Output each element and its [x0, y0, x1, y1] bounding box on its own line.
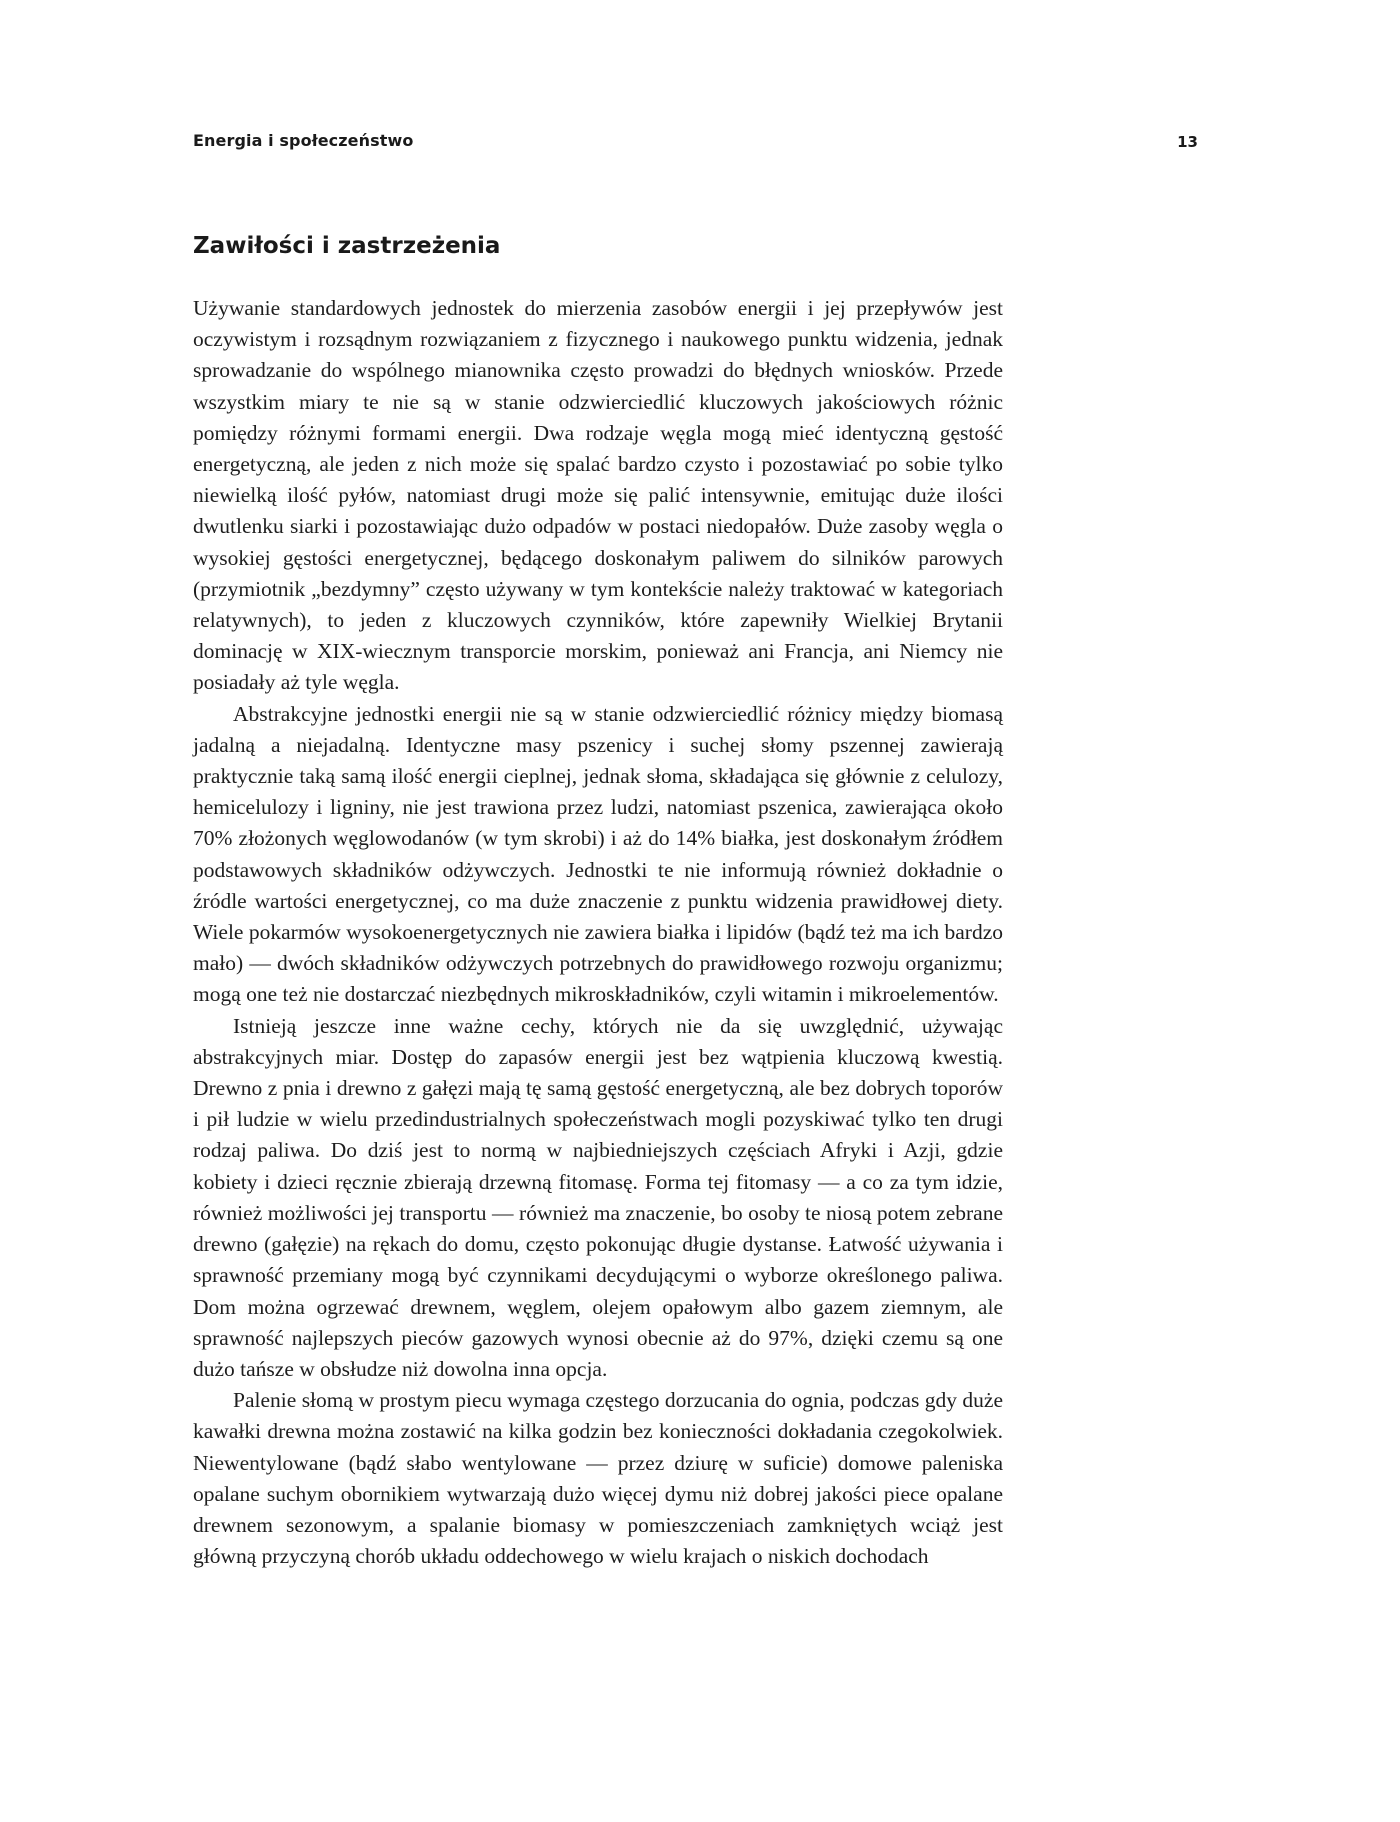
paragraph-3: Istnieją jeszcze inne ważne cechy, których nie da się uwzględnić, używając abstrakcyjnych miar. Dostęp do zapasów energii jest bez wątpienia kluczową kwestią. Drewno z pnia i drewno z gałęzi mają tę samą gęstość energetyczną, ale bez dobrych toporów i pił ludzie w wielu przedindustrialnych społeczeństwach mogli pozyskiwać tylko ten drugi rodzaj paliwa. Do dziś jest to normą w najbiedniejszych częściach Afryki i Azji, gdzie kobiety i dzieci ręcznie zbierają drzewną fitomasę. Forma tej fitomasy — a co za tym idzie, również możliwości jej transportu — również ma znaczenie, bo osoby te niosą potem zebrane drewno (gałęzie) na rękach do domu, często pokonując długie dystanse. Łatwość używania i sprawność przemiany mogą być czynnikami decydującymi o wyborze określonego paliwa. Dom można ogrzewać drewnem, węglem, olejem opałowym albo gazem ziemnym, ale sprawność najlepszych pieców gazowych wynosi obecnie aż do 97%, dzięki czemu są one dużo tańsze w obsłudze niż dowolna inna opcja. [193, 1013, 1003, 1381]
body-text [193, 293, 1003, 1572]
section-heading: Zawiłości i zastrzeżenia [193, 233, 501, 259]
paragraph-2: Abstrakcyjne jednostki energii nie są w stanie odzwierciedlić różnicy między biomasą jadalną a niejadalną. Identyczne masy pszenicy i suchej słomy pszennej zawierają praktycznie taką samą ilość energii cieplnej, jednak słoma, składająca się głównie z celulozy, hemicelulozy i ligniny, nie jest trawiona przez ludzi, natomiast pszenica, zawierająca około 70% złożonych węglowodanów (w tym skrobi) i aż do 14% białka, jest doskonałym źródłem podstawowych składników odżywczych. Jednostki te nie informują również dokładnie o źródle wartości energetycznej, co ma duże znaczenie z punktu widzenia prawidłowej diety. Wiele pokarmów wysokoenergetycznych nie zawiera białka i lipidów (bądź też ma ich bardzo mało) — dwóch składników odżywczych potrzebnych do prawidłowego rozwoju organizmu; mogą one też nie dostarczać niezbędnych mikroskładników, czyli witamin i mikroelementów. [193, 701, 1003, 1007]
paragraph-4: Palenie słomą w prostym piecu wymaga częstego dorzucania do ognia, podczas gdy duże kawałki drewna można zostawić na kilka godzin bez konieczności dokładania czegokolwiek. Niewentylowane (bądź słabo wentylowane — przez dziurę w suficie) domowe paleniska opalane suchym obornikiem wytwarzają dużo więcej dymu niż dobrej jakości piece opalane drewnem sezonowym, a spalanie biomasy w pomieszczeniach zamkniętych wciąż jest główną przyczyną chorób układu oddechowego w wielu krajach o niskich dochodach [193, 1388, 1003, 1569]
paragraph-1: Używanie standardowych jednostek do mierzenia zasobów energii i jej przepływów jest oczywistym i rozsądnym rozwiązaniem z fizycznego i naukowego punktu widzenia, jednak sprowadzanie do wspólnego mianownika często prowadzi do błędnych wniosków. Przede wszystkim miary te nie są w stanie odzwierciedlić kluczowych jakościowych różnic pomiędzy różnymi formami energii. Dwa rodzaje węgla mogą mieć identyczną gęstość energetyczną, ale jeden z nich może się spalać bardzo czysto i pozostawiać po sobie tylko niewielką ilość pyłów, natomiast drugi może się palić intensywnie, emitując duże ilości dwutlenku siarki i pozostawiając dużo odpadów w postaci niedopałów. Duże zasoby węgla o wysokiej gęstości energetycznej, będącego doskonałym paliwem do silników parowych (przymiotnik „bezdymny” często używany w tym kontekście należy traktować w kategoriach relatywnych), to jeden z kluczowych czynników, które zapewniły Wielkiej Brytanii dominację w XIX-wiecznym transporcie morskim, ponieważ ani Francja, ani Niemcy nie posiadały aż tyle węgla. [193, 296, 1003, 695]
page-number: 13 [1177, 133, 1198, 151]
running-head: Energia i społeczeństwo [193, 131, 414, 150]
